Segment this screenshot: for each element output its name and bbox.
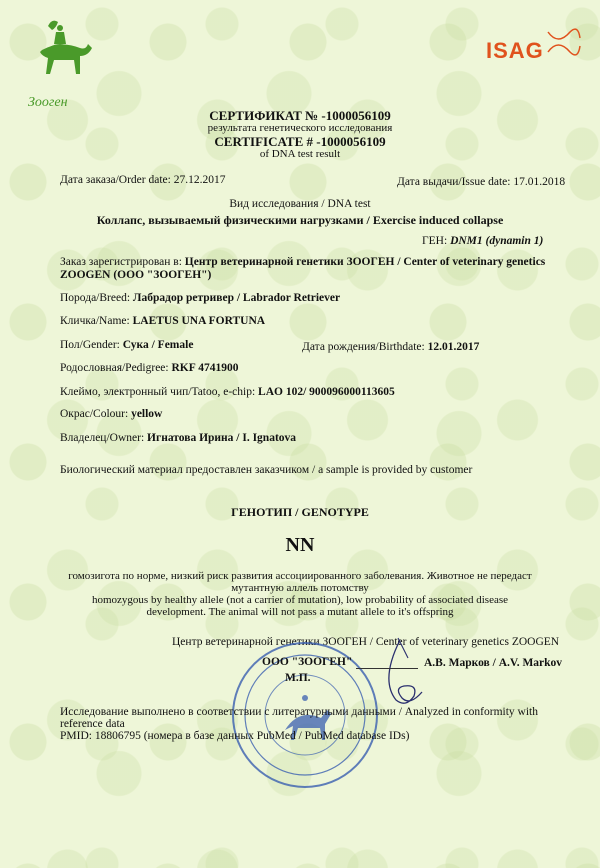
zoogen-logo-icon (20, 14, 100, 114)
genotype-desc-en-line2: development. The animal will not pass a mutant allele to it's offspring (146, 606, 454, 618)
owner-value: Игнатова Ирина / I. Ignatova (147, 432, 297, 444)
gender (60, 339, 193, 351)
colour-value: yellow (131, 408, 163, 420)
registration-value-line1: Центр ветеринарной генетики ЗООГЕН / Center of veterinary genetics (184, 256, 546, 268)
breed-label: Порода/Breed: (60, 292, 131, 304)
issue-date-value: 17.01.2018 (513, 176, 566, 188)
order-date (60, 174, 225, 186)
genotype-desc-ru-line1: гомозигота по норме, низкий риск развития ассоциированного заболевания. Животное не передаст (68, 570, 532, 582)
certificate-title-en: CERTIFICATE # -1000056109 (214, 134, 386, 149)
zoogen-logo-text: Зооген (28, 95, 68, 110)
certificate-subtitle-en: of DNA test result (259, 148, 341, 160)
certificate-subtitle-ru: результата генетического исследования (207, 122, 393, 134)
tattoo (60, 386, 395, 398)
center-line: Центр ветеринарной генетики ЗООГЕН / Center of veterinary genetics ZOOGEN (172, 636, 560, 648)
order-date-label: Дата заказа/Order date: (60, 174, 171, 186)
isag-helix-icon (486, 24, 582, 70)
registration-value-line2: ZOOGEN (ООО "ЗООГЕН") (60, 269, 212, 281)
colour-label: Окрас/Colour: (60, 408, 129, 420)
pedigree (60, 362, 238, 374)
name-value: LAETUS UNA FORTUNA (132, 315, 266, 327)
gene-value: DNM1 (dynamin 1) (450, 235, 544, 247)
signature-line (356, 668, 418, 669)
gene-label: ГЕН: (422, 235, 448, 247)
certificate-title-ru: СЕРТИФИКАТ № -1000056109 (209, 108, 391, 123)
issue-date-label: Дата выдачи/Issue date: (397, 176, 511, 188)
breed-value: Лабрадор ретривер / Labrador Retriever (132, 292, 341, 304)
name-label: Кличка/Name: (60, 315, 130, 327)
genotype-desc-ru-line2: мутантную аллель потомству (231, 582, 369, 594)
test-name: Коллапс, вызываемый физическими нагрузками / Exercise induced collapse (96, 213, 504, 227)
tattoo-value: LAO 102/ 900096000113605 (258, 386, 395, 398)
gene (422, 235, 543, 247)
registration-line1 (60, 256, 545, 268)
owner-label: Владелец/Owner: (60, 432, 145, 444)
birthdate (302, 341, 479, 353)
footer-pmid: PMID: 18806795 (номера в базе данных PubMed / PubMed database IDs) (60, 730, 410, 742)
signer-name: А.В. Марков / A.V. Markov (424, 657, 563, 669)
tattoo-label: Клеймо, электронный чип/Tatoo, e-chip: (60, 386, 256, 398)
signature-icon (370, 630, 430, 710)
org-name: ООО "ЗООГЕН" (262, 656, 353, 668)
stamp-mark-label: М.П. (285, 672, 311, 684)
gender-label: Пол/Gender: (60, 339, 120, 351)
issue-date (397, 176, 565, 188)
breed (60, 292, 340, 304)
test-type-label: Вид исследования / DNA test (229, 198, 371, 210)
sample-note: Биологический материал предоставлен заказчиком / a sample is provided by customer (60, 464, 473, 476)
pedigree-label: Родословная/Pedigree: (60, 362, 169, 374)
genotype-heading: ГЕНОТИП / GENOTYPE (231, 505, 369, 519)
gender-value: Сука / Female (122, 339, 194, 351)
genotype-value: NN (285, 534, 315, 556)
pedigree-value: RKF 4741900 (171, 362, 239, 374)
genotype-desc-en-line1: homozygous by healthy allele (not a carrier of mutation), low probability of associated disease (91, 594, 509, 606)
birthdate-value: 12.01.2017 (427, 341, 480, 353)
footer-line1: Исследование выполнено в соответствии с литературными данными / Analyzed in conformity with (60, 706, 538, 718)
name (60, 315, 265, 327)
colour (60, 408, 162, 420)
birthdate-label: Дата рождения/Birthdate: (302, 341, 425, 353)
registration-label: Заказ зарегистрирован в: (60, 256, 182, 268)
footer-line2: reference data (60, 718, 125, 730)
isag-logo: ISAG (486, 38, 544, 63)
order-date-value: 27.12.2017 (173, 174, 226, 186)
owner (60, 432, 296, 444)
